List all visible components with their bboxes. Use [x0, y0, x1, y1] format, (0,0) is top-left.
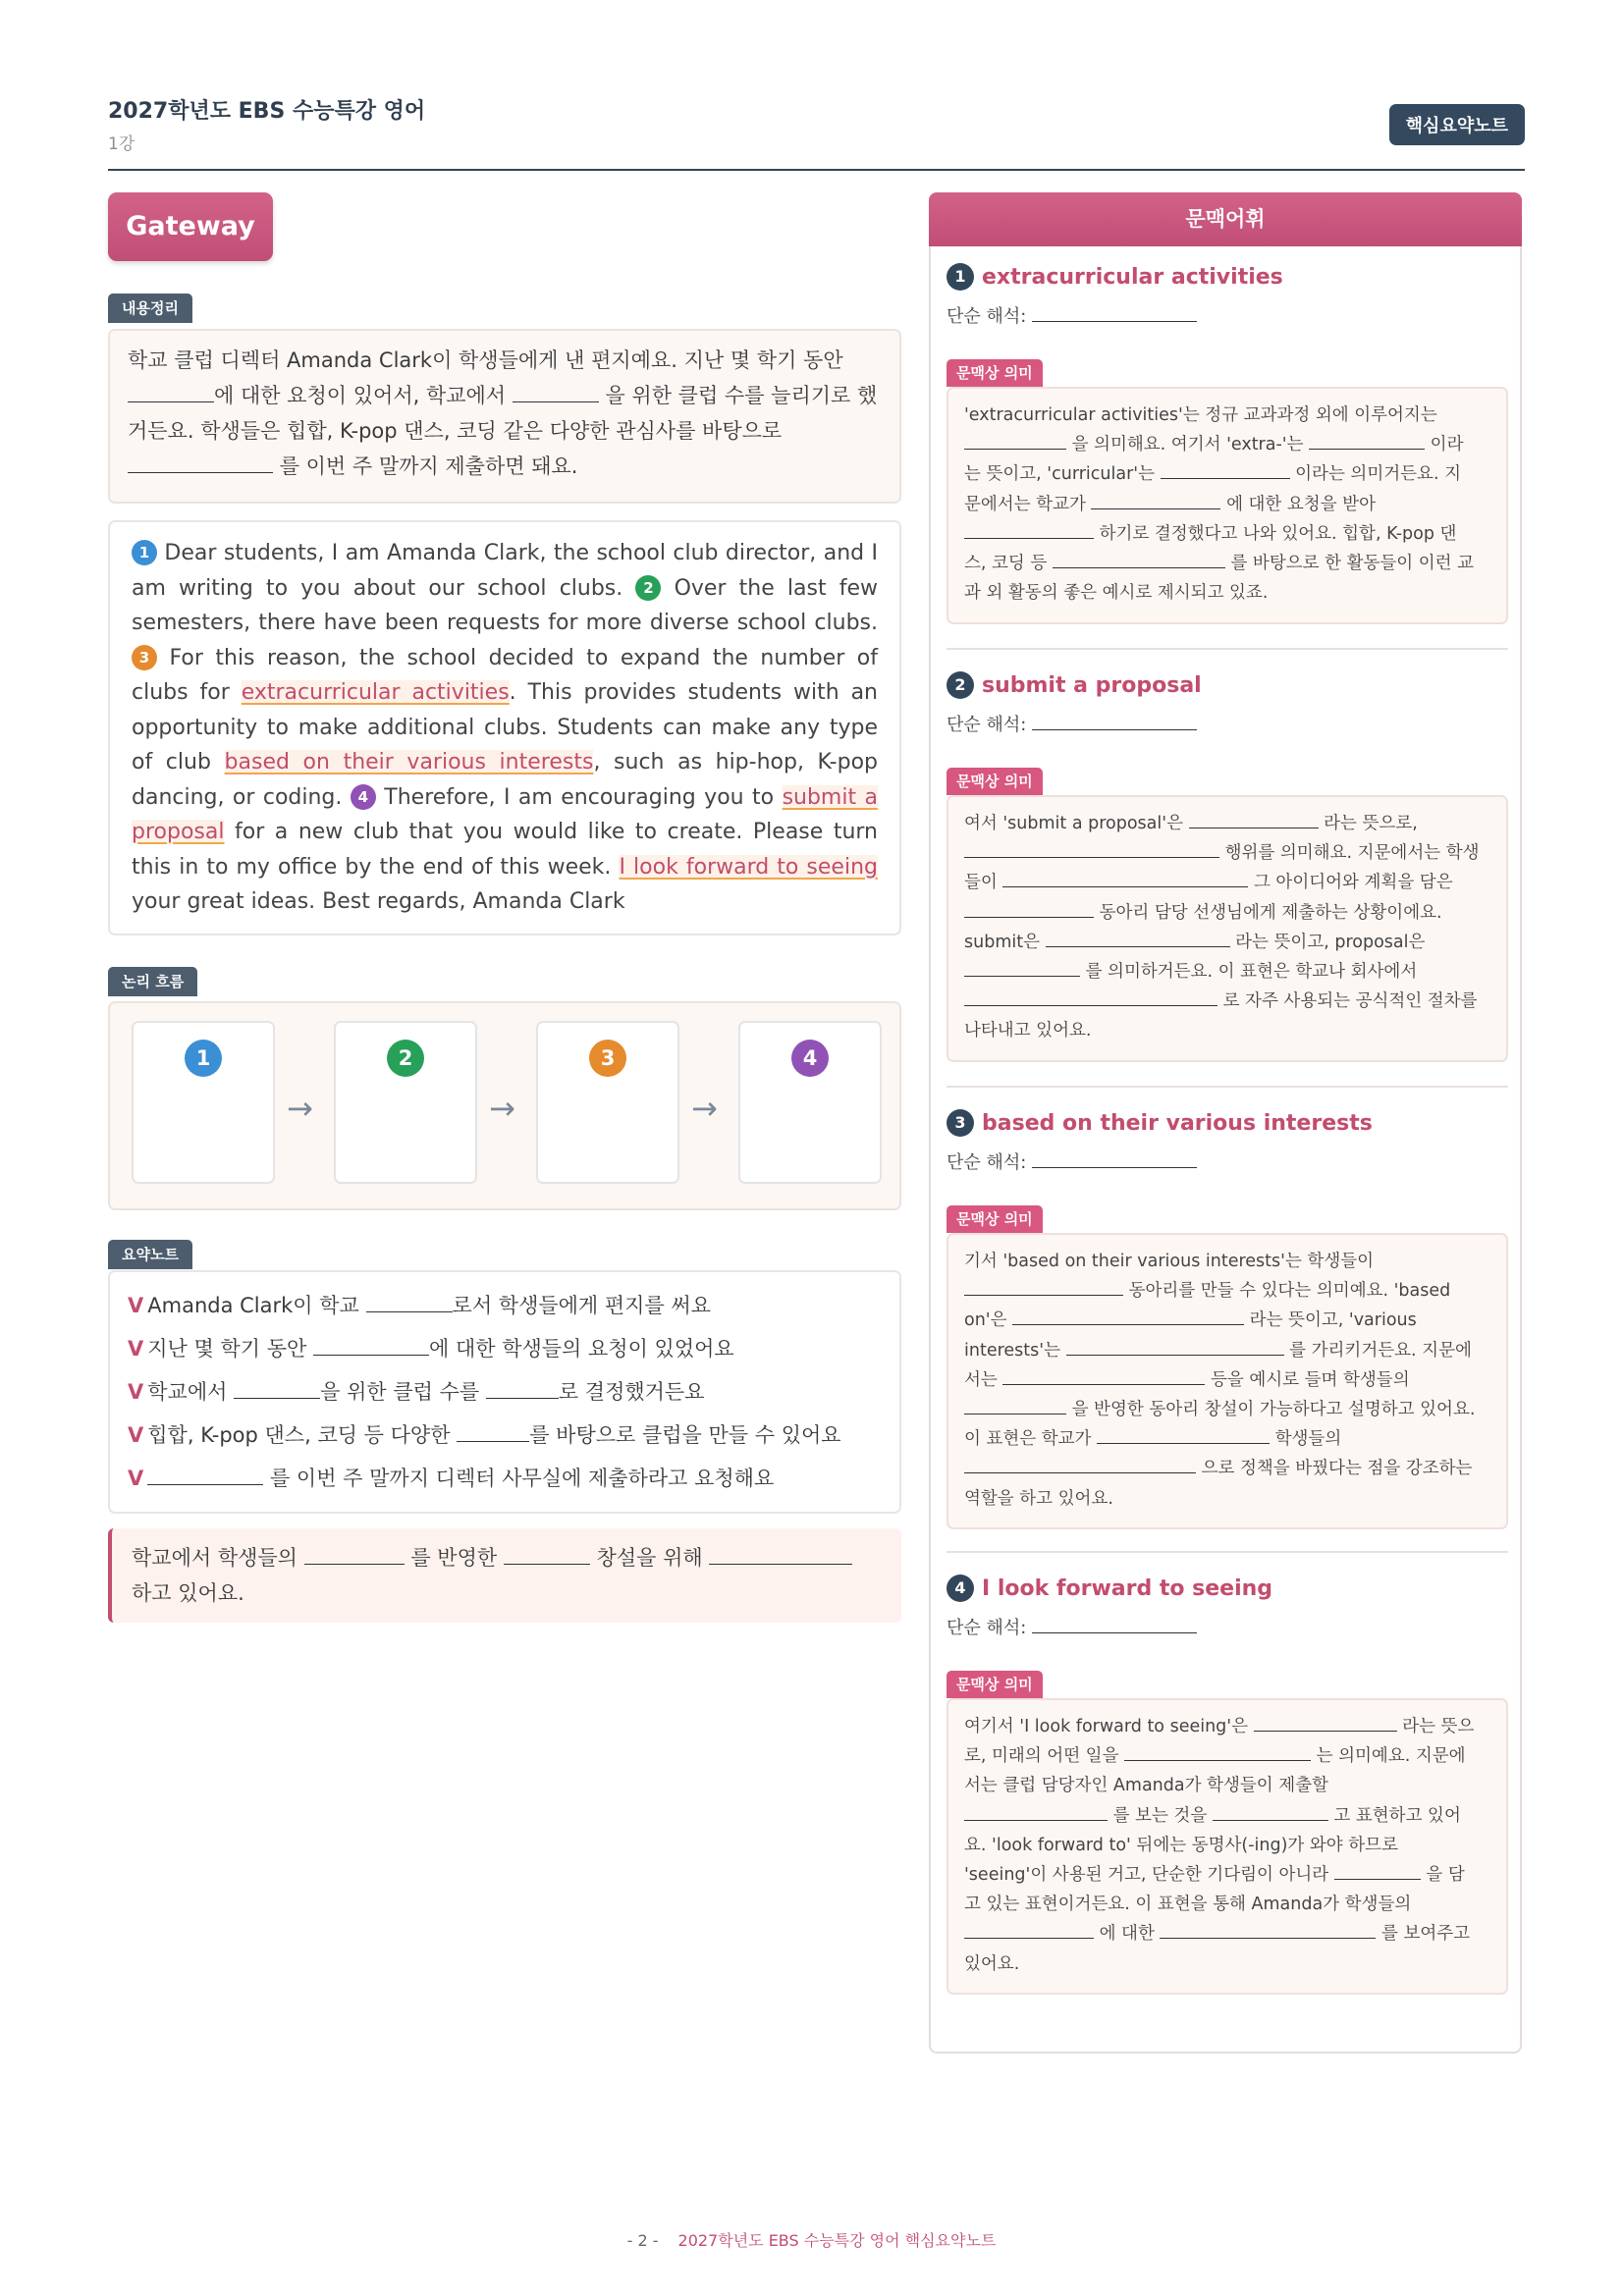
- passage-text: , such as hip-hop, K-pop dancing, or coding.: [132, 750, 879, 810]
- meaning-text: 스, 코딩 등: [964, 554, 1048, 574]
- passage-text: Dear students, I am Amanda Clark, the school club director, and I am writing to you about our school clubs.: [132, 541, 878, 601]
- meaning-tag: 문맥상 의미: [947, 1205, 1043, 1233]
- note-text: 를 바탕으로 클럽을 만들 수 있어요: [529, 1423, 841, 1447]
- meaning-text: interests'는: [964, 1340, 1060, 1361]
- meaning-text: 라는 뜻이고, 'various: [1249, 1310, 1417, 1331]
- summary-box: [108, 329, 901, 504]
- vocab-number: 4: [947, 1575, 974, 1602]
- arrow-right-icon: →: [287, 1090, 313, 1127]
- sentence-number: 2: [635, 575, 661, 601]
- passage-text: for a new club that you would like to create. Please turn this in to my office by the end of this week.: [132, 820, 878, 880]
- meaning-text: 과 외 활동의 좋은 예시로 제시되고 있죠.: [964, 583, 1269, 604]
- meaning-text: 는 의미예요. 지문에: [1316, 1746, 1466, 1767]
- page-number: - 2 -: [626, 2231, 659, 2250]
- meaning-tag: 문맥상 의미: [947, 768, 1043, 795]
- summary-text: 을 위한 클럽 수를 늘리기로 했: [605, 384, 878, 407]
- flow-step-card: [738, 1021, 882, 1184]
- vocab-item-title: [947, 263, 1283, 291]
- meaning-text: 행위를 의미해요. 지문에서는 학생: [1224, 843, 1480, 864]
- highlight-phrase: based on their various interests: [224, 750, 594, 774]
- note-line: [128, 1457, 882, 1500]
- meaning-text: 을 의미해요. 여기서 'extra-'는: [1071, 435, 1304, 455]
- meaning-text: 를 보여주고: [1381, 1924, 1471, 1945]
- vocab-term: I look forward to seeing: [982, 1576, 1273, 1601]
- passage-text: your great ideas. Best regards, Amanda Clark: [132, 889, 625, 914]
- note-text: Amanda Clark이 학교: [147, 1294, 359, 1317]
- simple-label: 단순 해석:: [947, 306, 1027, 327]
- summary-tag: 내용정리: [108, 294, 192, 323]
- check-mark-icon: V: [128, 1423, 144, 1447]
- vocab-number: 2: [947, 671, 974, 699]
- gateway-title: Gateway: [108, 192, 273, 261]
- meaning-text: 고 있는 표현이거든요. 이 표현을 통해 Amanda가 학생들의: [964, 1895, 1412, 1915]
- meaning-text: 이 표현은 학교가: [964, 1429, 1092, 1450]
- passage-box: [108, 520, 901, 935]
- flow-step-card: [536, 1021, 679, 1184]
- meaning-text: 를 보는 것을: [1112, 1805, 1208, 1826]
- arrow-right-icon: →: [489, 1090, 515, 1127]
- vocab-term: extracurricular activities: [982, 265, 1283, 290]
- check-mark-icon: V: [128, 1380, 144, 1404]
- meaning-text: 'extracurricular activities'는 정규 교과과정 외에 이루어지는: [964, 405, 1437, 425]
- meaning-text: 'seeing'이 사용된 거고, 단순한 기다림이 아니라: [964, 1865, 1329, 1886]
- meaning-text: 를 바탕으로 한 활동들이 이런 교: [1230, 554, 1475, 574]
- meaning-text: 를 가리키거든요. 지문에: [1289, 1340, 1472, 1361]
- vocab-item-title: [947, 1575, 1272, 1602]
- meaning-text: 여서 'submit a proposal'은: [964, 814, 1183, 833]
- vocab-number: 1: [947, 263, 974, 291]
- meaning-text: 동아리 담당 선생님에게 제출하는 상황이에요.: [1099, 902, 1442, 923]
- meaning-text: 라는 뜻이고, proposal은: [1235, 932, 1426, 952]
- check-mark-icon: V: [128, 1467, 144, 1490]
- arrow-right-icon: →: [691, 1090, 718, 1127]
- meaning-tag: 문맥상 의미: [947, 359, 1043, 387]
- meaning-text: 등을 예시로 들며 학생들의: [1210, 1369, 1410, 1390]
- divider: [947, 648, 1508, 650]
- meaning-text: 라는 뜻으: [1402, 1717, 1475, 1736]
- meaning-text: 에 대한: [1099, 1924, 1155, 1945]
- note-text: 을 위한 클럽 수를: [320, 1380, 480, 1404]
- note-text: 로서 학생들에게 편지를 써요: [452, 1294, 711, 1317]
- callout-text: 창설을 위해: [596, 1546, 703, 1570]
- meaning-text: 문에서는 학교가: [964, 494, 1086, 514]
- document-title: 2027학년도 EBS 수능특강 영어: [108, 99, 426, 124]
- simple-translation: [947, 1148, 1197, 1174]
- sentence-number: 3: [132, 645, 157, 670]
- flow-step-number: 4: [791, 1040, 829, 1077]
- meaning-text: 학생들의: [1274, 1429, 1342, 1450]
- meaning-text: 서는 클럽 담당자인 Amanda가 학생들이 제출할: [964, 1776, 1328, 1796]
- meaning-text: submit은: [964, 932, 1040, 952]
- meaning-text: on'은: [964, 1310, 1007, 1331]
- notes-tag: 요약노트: [108, 1240, 192, 1269]
- vocab-panel-title: 문맥어휘: [929, 192, 1522, 246]
- meaning-text: 그 아이디어와 계획을 담은: [1253, 873, 1453, 893]
- summary-text: 에 대한 요청이 있어서, 학교에서: [214, 384, 507, 407]
- simple-label: 단순 해석:: [947, 1152, 1027, 1173]
- passage-text: Over the last few semesters, there have been requests for more diverse school clubs.: [132, 575, 878, 635]
- summary-text: 거든요. 학생들은 힙합, K-pop 댄스, 코딩 같은 다양한 관심사를 바탕으로: [128, 419, 783, 443]
- meaning-text: 로, 미래의 어떤 일을: [964, 1746, 1119, 1767]
- meaning-box: [947, 1698, 1508, 1995]
- note-text: 지난 몇 학기 동안: [147, 1337, 307, 1361]
- summary-text: 를 이번 주 말까지 제출하면 돼요.: [279, 454, 578, 478]
- simple-label: 단순 해석:: [947, 1618, 1027, 1638]
- lesson-label: 1강: [108, 134, 135, 154]
- passage-text: For this reason, the school decided to expand the number of clubs for: [132, 645, 878, 705]
- vocab-item-title: [947, 1109, 1373, 1137]
- theme-callout: [108, 1528, 901, 1623]
- page-footer: [0, 2228, 1623, 2251]
- callout-text: 하고 있어요.: [132, 1581, 244, 1605]
- flow-step-number: 1: [185, 1040, 222, 1077]
- callout-text: 학교에서 학생들의: [132, 1546, 298, 1570]
- meaning-text: 요. 'look forward to' 뒤에는 동명사(-ing)가 와야 하므로: [964, 1835, 1398, 1855]
- meaning-text: 는 뜻이고, 'curricular'는: [964, 464, 1155, 485]
- vocab-panel: [929, 192, 1522, 2054]
- meaning-text: 에 대한 요청을 받아: [1226, 494, 1376, 514]
- simple-label: 단순 해석:: [947, 715, 1027, 735]
- passage-text: Therefore, I am encouraging you to: [384, 784, 775, 810]
- meaning-text: 이라는 의미거든요. 지: [1295, 464, 1461, 485]
- vocab-item-title: [947, 671, 1202, 699]
- sentence-number: 4: [351, 784, 376, 810]
- divider: [947, 1086, 1508, 1088]
- check-mark-icon: V: [128, 1294, 144, 1317]
- meaning-text: 라는 뜻으로,: [1324, 814, 1418, 833]
- meaning-text: 동아리를 만들 수 있다는 의미예요. 'based: [1128, 1281, 1451, 1302]
- note-text: 에 대한 학생들의 요청이 있었어요: [428, 1337, 734, 1361]
- simple-translation: [947, 711, 1197, 736]
- flow-step-number: 3: [589, 1040, 626, 1077]
- check-mark-icon: V: [128, 1337, 144, 1361]
- note-text: 학교에서: [147, 1380, 228, 1404]
- footer-text: 2027학년도 EBS 수능특강 영어 핵심요약노트: [677, 2231, 997, 2250]
- meaning-tag: 문맥상 의미: [947, 1671, 1043, 1698]
- passage-text: . This provides students with an opportunity to make additional clubs. Students can make any type of club: [132, 680, 878, 774]
- meaning-box: [947, 387, 1508, 624]
- note-text: 로 결정했거든요: [558, 1380, 705, 1404]
- meaning-text: 을 반영한 동아리 창설이 가능하다고 설명하고 있어요.: [1071, 1400, 1476, 1420]
- note-line: [128, 1284, 882, 1327]
- header-badge: 핵심요약노트: [1389, 104, 1525, 145]
- callout-text: 를 반영한: [410, 1546, 498, 1570]
- meaning-text: 로 자주 사용되는 공식적인 절차를: [1222, 991, 1478, 1012]
- vocab-term: submit a proposal: [982, 673, 1202, 698]
- vocab-term: based on their various interests: [982, 1111, 1373, 1136]
- simple-translation: [947, 302, 1197, 328]
- flow-step-card: [132, 1021, 275, 1184]
- vocab-number: 3: [947, 1109, 974, 1137]
- flow-step-card: [334, 1021, 477, 1184]
- meaning-text: 서는: [964, 1369, 998, 1390]
- note-text: 를 이번 주 말까지 디렉터 사무실에 제출하라고 요청해요: [269, 1467, 775, 1490]
- note-line: [128, 1327, 882, 1370]
- summary-text: 학교 클럽 디렉터 Amanda Clark이 학생들에게 낸 편지예요. 지난 몇 학기 동안: [128, 348, 843, 372]
- meaning-box: [947, 795, 1508, 1062]
- highlight-phrase: extracurricular activities: [241, 680, 510, 705]
- meaning-text: 이라: [1430, 435, 1464, 455]
- note-line: [128, 1414, 882, 1457]
- meaning-text: 하기로 결정했다고 나와 있어요. 힙합, K-pop 댄: [1099, 523, 1457, 544]
- meaning-box: [947, 1233, 1508, 1529]
- note-text: 힙합, K-pop 댄스, 코딩 등 다양한: [147, 1423, 451, 1447]
- meaning-text: 고 표현하고 있어: [1333, 1805, 1461, 1826]
- meaning-text: 을 담: [1426, 1865, 1465, 1886]
- flow-step-number: 2: [387, 1040, 424, 1077]
- simple-translation: [947, 1614, 1197, 1639]
- logic-flow: [108, 1001, 901, 1210]
- note-line: [128, 1370, 882, 1414]
- meaning-text: 으로 정책을 바꿨다는 점을 강조하는: [1201, 1459, 1473, 1479]
- flow-tag: 논리 흐름: [108, 967, 197, 996]
- sentence-number: 1: [132, 540, 157, 565]
- highlight-phrase: submit a proposal: [132, 784, 879, 844]
- meaning-text: 기서 'based on their various interests'는 학생들이: [964, 1252, 1375, 1271]
- divider: [947, 1551, 1508, 1553]
- meaning-text: 여기서 'I look forward to seeing'은: [964, 1717, 1249, 1736]
- meaning-text: 를 의미하거든요. 이 표현은 학교나 회사에서: [1085, 962, 1418, 983]
- highlight-phrase: I look forward to seeing: [619, 854, 878, 880]
- page-header: [108, 94, 1525, 171]
- meaning-text: 들이: [964, 873, 998, 893]
- meaning-text: 나타내고 있어요.: [964, 1021, 1092, 1041]
- meaning-text: 역할을 하고 있어요.: [964, 1488, 1113, 1509]
- meaning-text: 있어요.: [964, 1953, 1020, 1974]
- summary-notes: [108, 1270, 901, 1514]
